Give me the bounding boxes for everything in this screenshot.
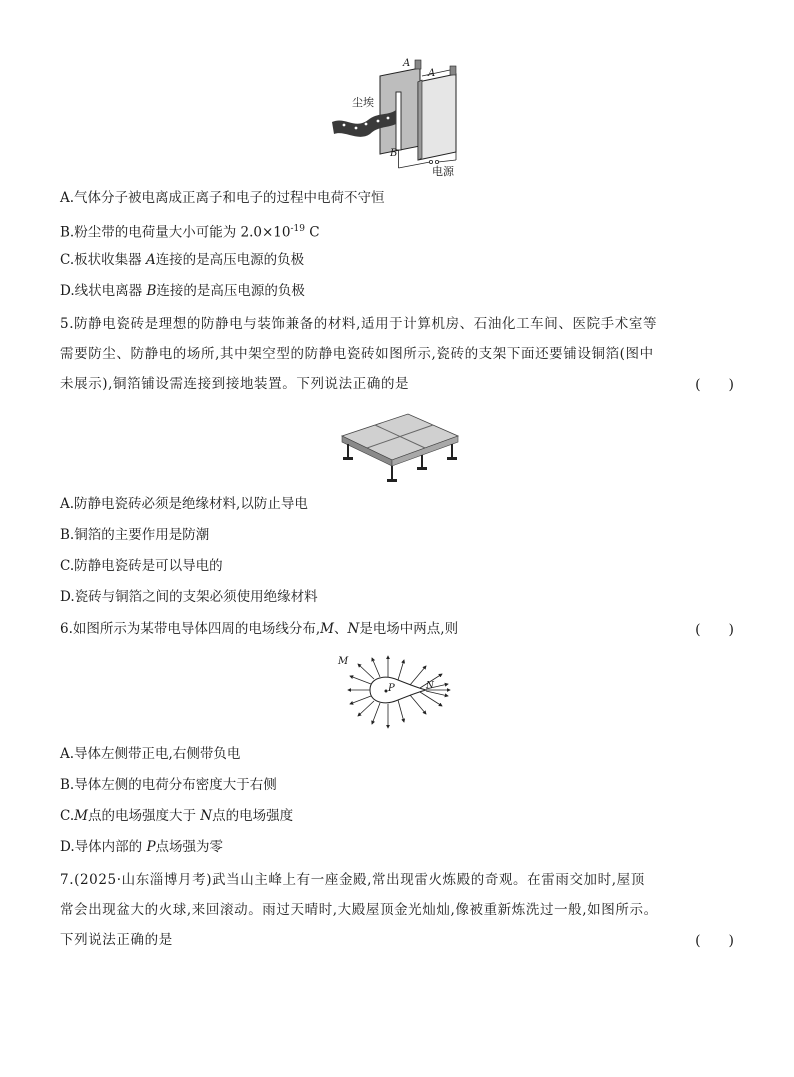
- q4-option-a: A.气体分子被电离成正离子和电子的过程中电荷不守恒: [60, 190, 385, 206]
- q6-option-c: C.M点的电场强度大于 N点的电场强度: [60, 808, 294, 824]
- q5-option-b: B.铜箔的主要作用是防潮: [60, 527, 210, 543]
- label-a-front: A: [428, 68, 436, 79]
- q5-stem-line2: 需要防尘、防静电的场所,其中架空型的防静电瓷砖如图所示,瓷砖的支架下面还要铺设铜箔(图中: [60, 346, 654, 362]
- q6-option-b: B.导体左侧的电荷分布密度大于右侧: [60, 777, 277, 793]
- q4-option-d: D.线状电离器 B连接的是高压电源的负极: [60, 283, 305, 299]
- q5-option-a: A.防静电瓷砖必须是绝缘材料,以防止导电: [60, 496, 308, 512]
- field-lines-figure: [342, 652, 454, 736]
- label-p: P: [388, 683, 395, 694]
- q5-option-d: D.瓷砖与铜箔之间的支架必须使用绝缘材料: [60, 589, 318, 605]
- q5-option-c: C.防静电瓷砖是可以导电的: [60, 558, 223, 574]
- label-dust: 尘埃: [352, 96, 374, 109]
- q4-option-c: C.板状收集器 A连接的是高压电源的负极: [60, 252, 305, 268]
- label-m: M: [338, 656, 349, 667]
- q5-stem-line1: 5.防静电瓷砖是理想的防静电与装饰兼备的材料,适用于计算机房、石油化工车间、医院手术室等: [60, 316, 658, 332]
- q7-stem-line3: 下列说法正确的是: [60, 932, 173, 948]
- label-a-back: A: [403, 58, 411, 69]
- q6-option-d: D.导体内部的 P点场强为零: [60, 839, 224, 855]
- label-n: N: [426, 681, 434, 691]
- q5-answer-paren: ( ): [695, 377, 734, 393]
- q7-stem-line1: 7.(2025·山东淄博月考)武当山主峰上有一座金殿,常出现雷火炼殿的奇观。在雷雨交加时,屋顶: [60, 872, 645, 888]
- precipitator-figure: [330, 58, 470, 176]
- q6-option-a: A.导体左侧带正电,右侧带负电: [60, 746, 241, 762]
- q6-stem: 6.如图所示为某带电导体四周的电场线分布,M、N是电场中两点,则: [60, 621, 459, 637]
- raised-floor-figure: [338, 408, 462, 486]
- q4-option-b: B.粉尘带的电荷量大小可能为 $2.0\times 10^{-19}$ C: [60, 224, 320, 241]
- q7-stem-line2: 常会出现盆大的火球,来回滚动。雨过天晴时,大殿屋顶金光灿灿,像被重新炼洗过一般,如图所示。: [60, 902, 658, 918]
- label-b: B: [390, 148, 398, 159]
- label-power: 电源: [432, 165, 454, 178]
- q6-answer-paren: ( ): [695, 622, 734, 638]
- q5-stem-line3: 未展示),铜箔铺设需连接到接地装置。下列说法正确的是: [60, 376, 410, 392]
- q7-answer-paren: ( ): [695, 933, 734, 949]
